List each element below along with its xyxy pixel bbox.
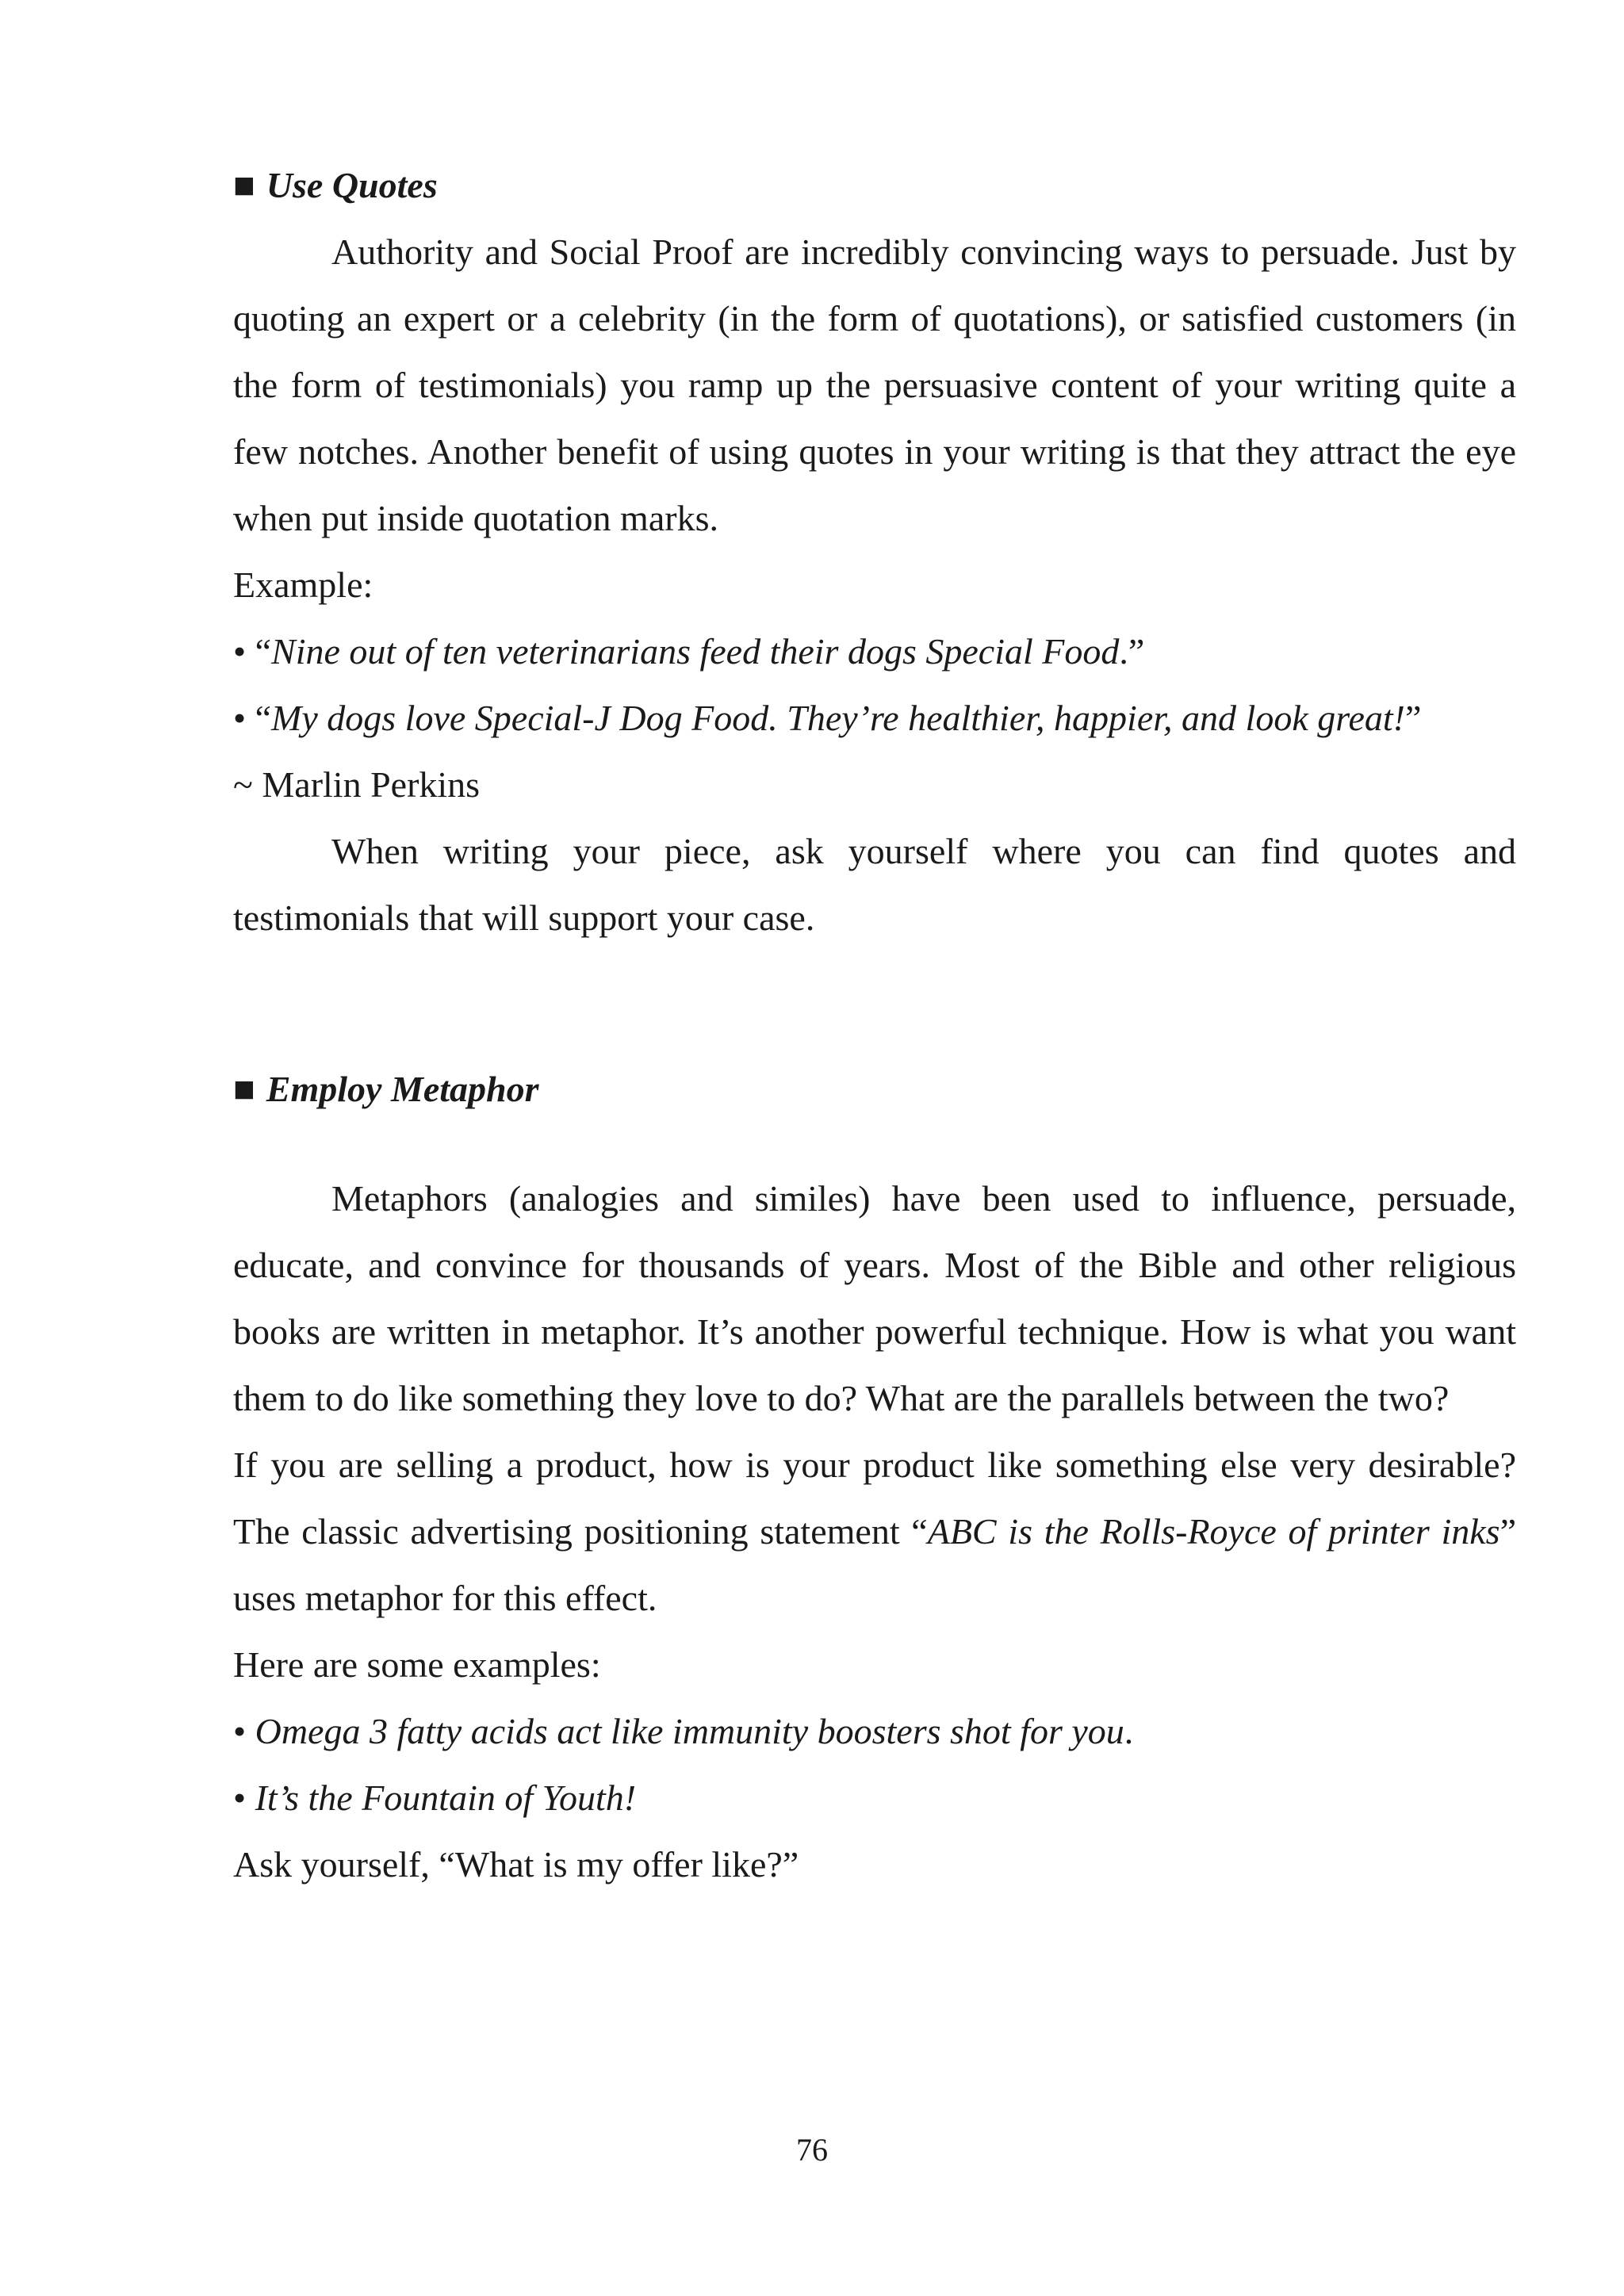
bullet-suffix: ” bbox=[1404, 698, 1422, 738]
page-number: 76 bbox=[796, 2132, 828, 2168]
section-heading-employ-metaphor bbox=[233, 1056, 1516, 1123]
paragraph-when-writing: When writing your piece, ask yourself where you can find quotes and testimonials that will support your case. bbox=[233, 831, 1516, 938]
square-bullet-icon: ■ bbox=[233, 165, 255, 205]
section-spacer bbox=[233, 951, 1516, 1056]
bullet-suffix: . bbox=[1124, 1711, 1134, 1751]
heading-spacer bbox=[233, 1123, 1516, 1165]
bullet-prefix: • bbox=[233, 1711, 255, 1751]
quote-text: My dogs love Special-J Dog Food. They’re healthier, happier, and look great! bbox=[271, 698, 1405, 738]
paragraph-selling-product: If you are selling a product, how is your product like something else very desirable? The classic advertising positioning statement “ABC is the Rolls-Royce of printer inks” uses metaphor for this effect. bbox=[233, 1445, 1516, 1618]
metaphor-text: Omega 3 fatty acids act like immunity boosters shot for you bbox=[255, 1711, 1124, 1751]
bullet-prefix: • bbox=[233, 1777, 255, 1818]
quote-attribution: ~ Marlin Perkins bbox=[233, 764, 481, 805]
quote-bullet-1 bbox=[233, 618, 1516, 685]
quote-text: Nine out of ten veterinarians feed their dogs Special Food bbox=[271, 631, 1120, 672]
metaphor-bullet-2 bbox=[233, 1765, 1516, 1831]
section-title: Use Quotes bbox=[266, 165, 438, 205]
paragraph-authority: Authority and Social Proof are incredibly convincing ways to persuade. Just by quoting an expert or a celebrity (in the form of quotations), or satisfied customers (in the form of testimonials) you ramp up the persuasive content of your writing quite a few notches. Another benefit of using quotes in your writing is that they attract the eye when put inside quotation marks. bbox=[233, 232, 1516, 538]
example-label: Example: bbox=[233, 564, 373, 605]
metaphor-text: It’s the Fountain of Youth! bbox=[255, 1777, 637, 1818]
section-heading-use-quotes bbox=[233, 152, 1516, 219]
bullet-prefix: • “ bbox=[233, 698, 272, 738]
bullet-prefix: • “ bbox=[233, 631, 272, 672]
examples-label: Here are some examples: bbox=[233, 1644, 601, 1685]
square-bullet-icon: ■ bbox=[233, 1069, 255, 1109]
bullet-suffix: .” bbox=[1119, 631, 1145, 672]
metaphor-bullet-1 bbox=[233, 1698, 1516, 1765]
section-title: Employ Metaphor bbox=[266, 1069, 539, 1109]
page-content bbox=[233, 152, 1516, 1898]
closing-question: Ask yourself, “What is my offer like?” bbox=[233, 1844, 799, 1885]
paragraph-metaphors: Metaphors (analogies and similes) have been used to influence, persuade, educate, and convince for thousands of years. Most of the Bible and other religious books are written in metaphor. It’s another powerful technique. How is what you want them to do like something they love to do? What are the parallels between the two? bbox=[233, 1178, 1516, 1418]
positioning-statement: ABC is the Rolls-Royce of printer inks bbox=[927, 1511, 1500, 1552]
quote-bullet-2 bbox=[233, 685, 1516, 752]
